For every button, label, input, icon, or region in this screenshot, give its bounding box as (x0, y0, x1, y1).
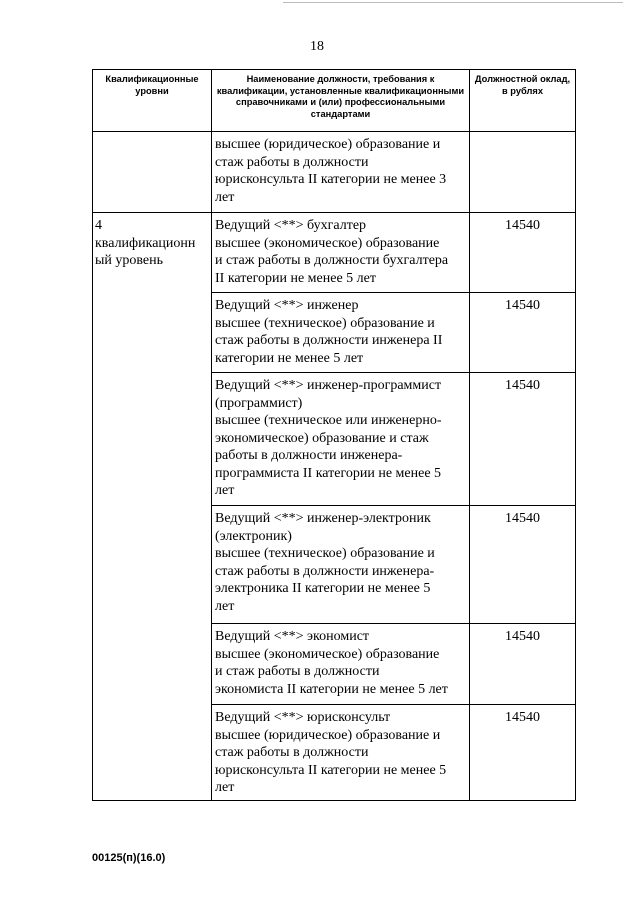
table-body (93, 70, 576, 801)
description-line: Ведущий <**> экономист (215, 629, 370, 644)
position-description (212, 293, 470, 373)
description-line: экономическое) образование и стаж (215, 430, 429, 446)
salary-cell: 14540 (470, 705, 576, 801)
qualification-level-line: 4 (95, 218, 102, 233)
description-line: юрисконсульта II категории не менее 3 (215, 172, 447, 187)
description-line: лет (215, 598, 235, 614)
salary-cell: 14540 (470, 506, 576, 624)
level-cell-empty (93, 132, 212, 213)
salary-cell: 14540 (470, 293, 576, 373)
description-line: II категории не менее 5 лет (215, 270, 376, 286)
description-line: Ведущий <**> инженер-электроник (215, 511, 431, 526)
position-description (212, 705, 470, 801)
description-line: стаж работы в должности (215, 745, 369, 760)
table-row (93, 132, 576, 213)
description-line: программиста II категории не менее 5 (215, 465, 442, 481)
description-line: Ведущий <**> бухгалтер (215, 218, 367, 233)
description-line: высшее (юридическое) образование и (215, 137, 441, 152)
description-line: категории не менее 5 лет (215, 350, 364, 366)
description-line: и стаж работы в должности (215, 664, 380, 679)
position-description (212, 213, 470, 293)
description-line: высшее (техническое) образование и (215, 546, 435, 561)
description-line: лет (215, 189, 235, 205)
description-line: экономиста II категории не менее 5 лет (215, 681, 448, 697)
salary-cell: 14540 (470, 624, 576, 705)
position-description (212, 132, 470, 213)
position-description (212, 506, 470, 624)
description-line: (программист) (215, 395, 303, 411)
description-line: стаж работы в должности инженера- (215, 563, 435, 579)
description-line: Ведущий <**> инженер-программист (215, 378, 442, 393)
qualification-table (92, 69, 576, 801)
salary-cell: 14540 (470, 373, 576, 506)
header-position-requirements: Наименование должности, требования к квалификации, установленные квалификационными справочниками и (или) профессиональными стандартами (212, 70, 470, 132)
description-line: высшее (техническое) образование и (215, 315, 435, 331)
description-line: высшее (экономическое) образование (215, 235, 440, 251)
salary-cell (470, 132, 576, 213)
description-line: высшее (экономическое) образование (215, 646, 440, 662)
description-line: стаж работы в должности (215, 154, 369, 170)
description-line: Ведущий <**> юрисконсульт (215, 710, 391, 725)
description-line: работы в должности инженера- (215, 448, 403, 463)
scan-artifact-line (283, 2, 623, 3)
document-code: 00125(п)(16.0) (92, 852, 166, 864)
description-line: высшее (техническое или инженерно- (215, 413, 442, 428)
description-line: юрисконсульта II категории не менее 5 (215, 762, 447, 778)
description-line: лет (215, 483, 235, 498)
description-line: высшее (юридическое) образование и (215, 727, 441, 743)
position-description (212, 373, 470, 506)
position-description (212, 624, 470, 705)
description-line: стаж работы в должности инженера II (215, 333, 443, 348)
page-number: 18 (310, 39, 324, 54)
header-qualification-levels: Квалификационные уровни (93, 70, 212, 132)
description-line: Ведущий <**> инженер (215, 298, 359, 313)
description-line: лет (215, 780, 235, 795)
table-row (93, 213, 576, 293)
qualification-level-line: ый уровень (95, 253, 164, 268)
salary-cell: 14540 (470, 213, 576, 293)
description-line: электроника II категории не менее 5 (215, 581, 431, 596)
qualification-level-line: квалификационн (95, 235, 196, 251)
description-line: (электроник) (215, 528, 292, 544)
header-salary: Должностной оклад, в рублях (470, 70, 576, 132)
description-line: и стаж работы в должности бухгалтера (215, 253, 449, 268)
qualification-level (93, 213, 212, 801)
header-row (93, 70, 576, 132)
